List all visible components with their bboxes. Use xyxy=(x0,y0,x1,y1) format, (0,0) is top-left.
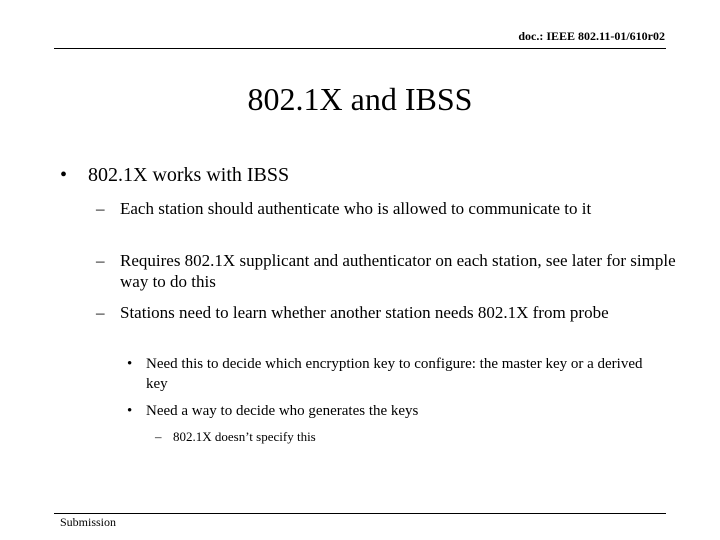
bullet-text: Each station should authenticate who is allowed to communicate to it xyxy=(120,199,592,218)
dash-marker: – xyxy=(155,429,162,444)
slide-title: 802.1X and IBSS xyxy=(247,81,473,117)
bullet-text: Stations need to learn whether another station needs 802.1X from probe xyxy=(120,303,609,322)
bullet-text: Requires 802.1X supplicant and authenticator on each station, see later for simple way to do this xyxy=(120,251,676,291)
bullet-marker: • xyxy=(127,356,133,372)
bullet-marker: • xyxy=(60,164,68,186)
footer-divider xyxy=(54,513,666,514)
bullet-level3 xyxy=(127,401,666,421)
dash-marker: – xyxy=(96,303,105,322)
dash-marker: – xyxy=(96,251,105,270)
bullet-level1 xyxy=(60,163,668,187)
footer-submission: Submission xyxy=(60,515,117,529)
document-id: doc.: IEEE 802.11-01/610r02 xyxy=(518,29,665,43)
bullet-text: 802.1X doesn’t specify this xyxy=(173,429,316,444)
bullet-text: Need a way to decide who generates the keys xyxy=(146,403,419,419)
bullet-level4 xyxy=(155,428,653,446)
bullet-level2 xyxy=(96,198,680,219)
bullet-level2 xyxy=(96,250,680,292)
bullet-text: Need this to decide which encryption key to configure: the master key or a derived key xyxy=(146,356,643,392)
bullet-marker: • xyxy=(127,403,133,419)
header-divider xyxy=(54,48,666,49)
bullet-text: 802.1X works with IBSS xyxy=(88,164,290,186)
bullet-level3 xyxy=(127,354,666,394)
bullet-level2 xyxy=(96,302,680,323)
dash-marker: – xyxy=(96,199,105,218)
